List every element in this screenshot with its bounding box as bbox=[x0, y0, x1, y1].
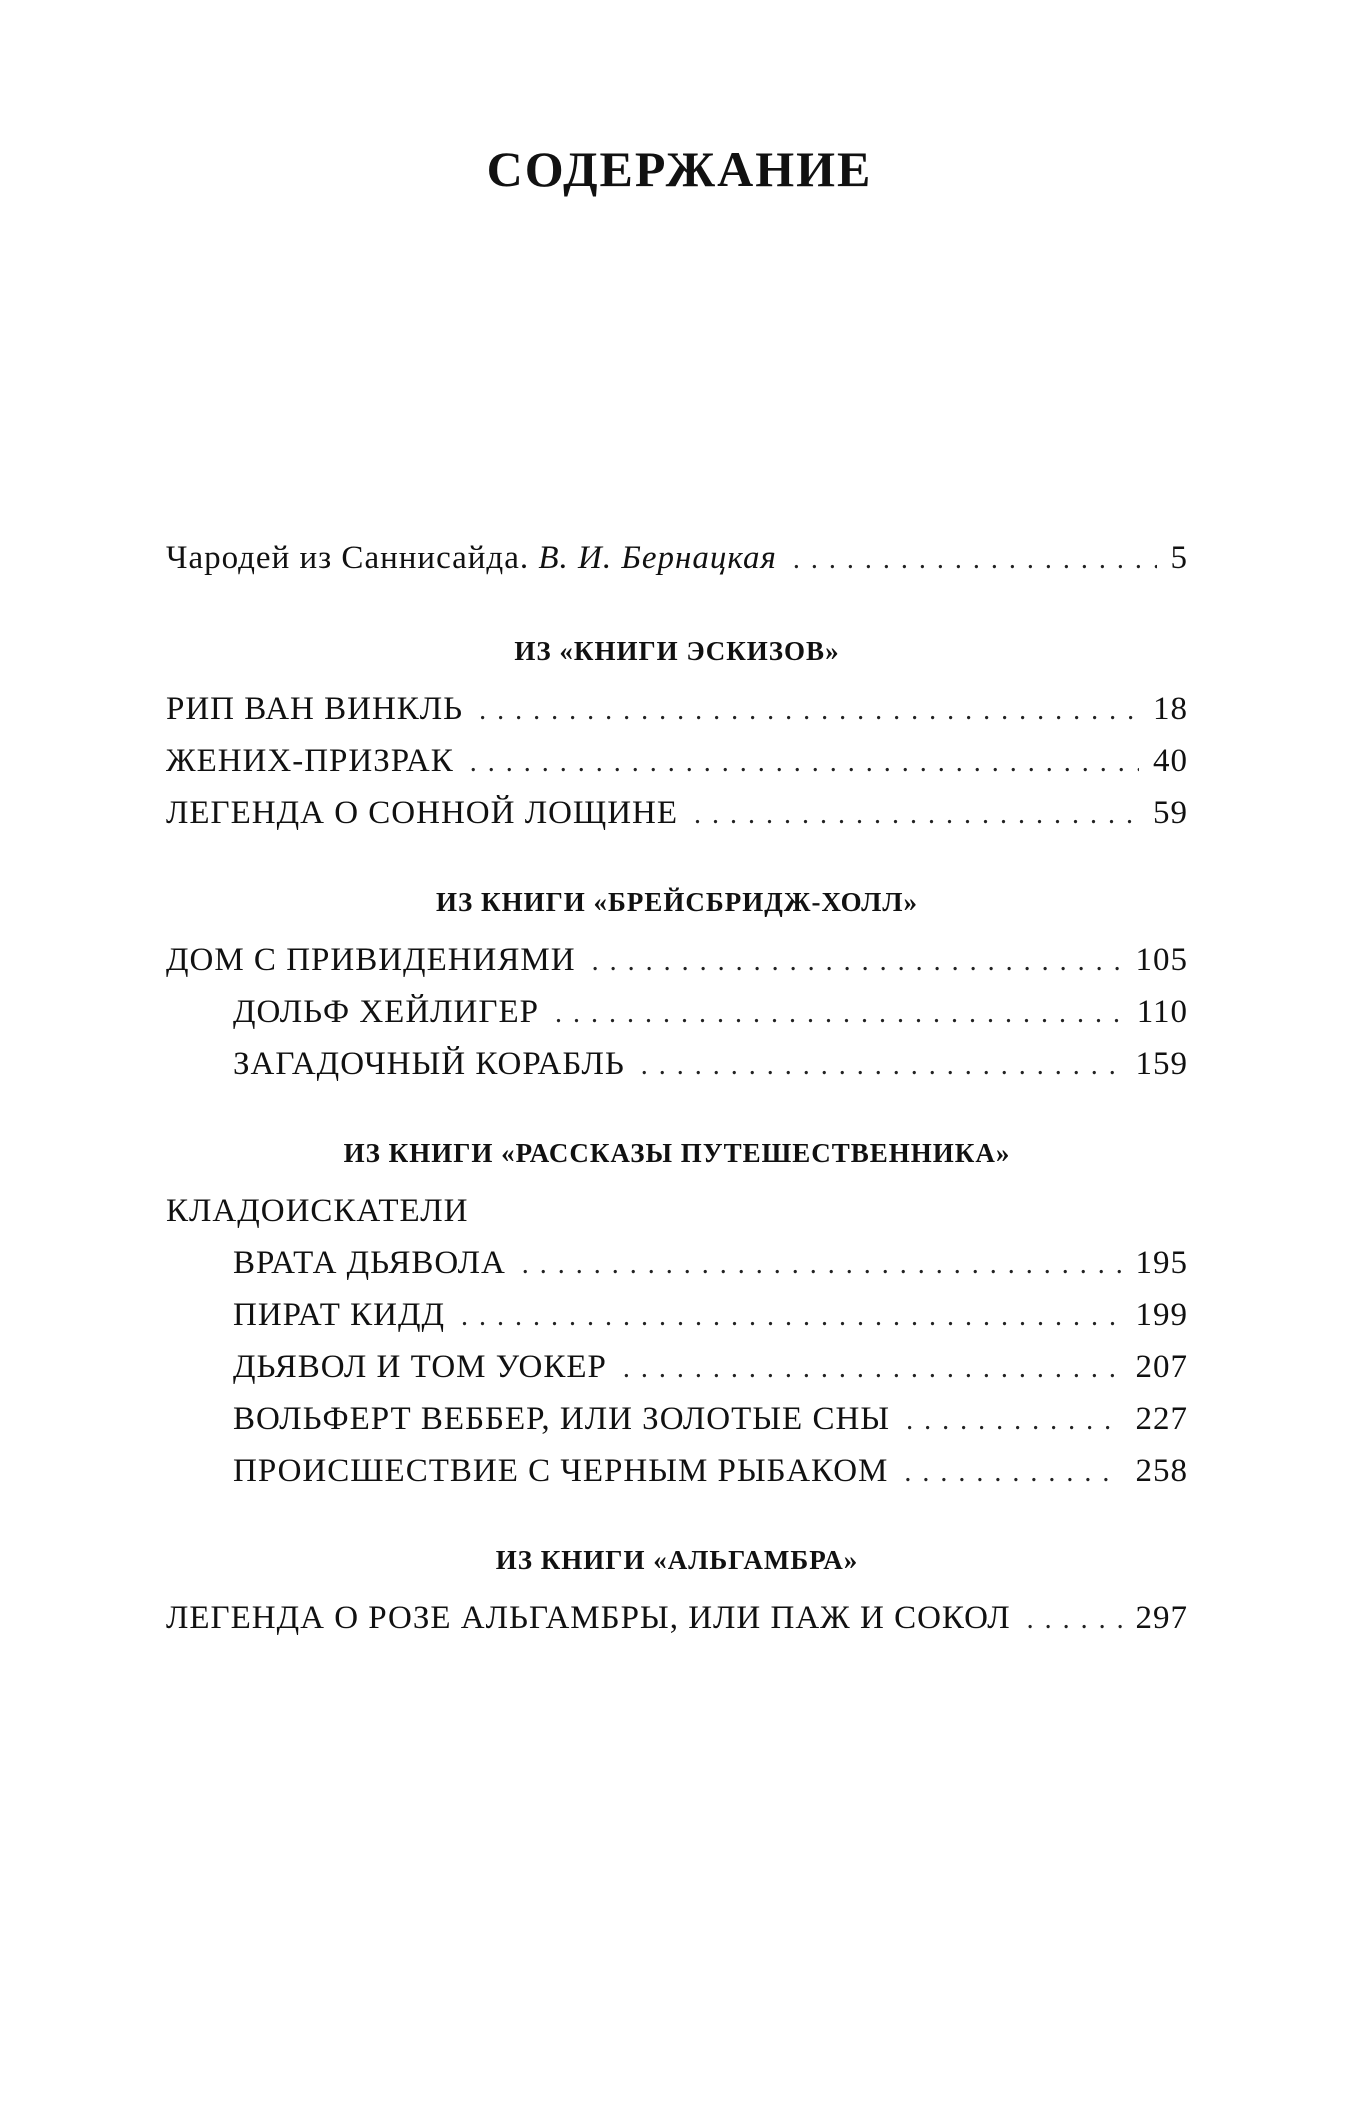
dot-leader bbox=[470, 747, 1139, 779]
dot-leader bbox=[522, 1249, 1122, 1281]
toc-entry-title: ЖЕНИХ-ПРИЗРАК bbox=[166, 743, 454, 779]
toc-entry-title: ДОМ С ПРИВИДЕНИЯМИ bbox=[166, 942, 576, 978]
page-number: 195 bbox=[1135, 1245, 1188, 1281]
toc-group-heading bbox=[166, 1193, 1188, 1245]
page-number: 5 bbox=[1170, 540, 1188, 576]
section-heading: ИЗ КНИГИ «БРЕЙСБРИДЖ-ХОЛЛ» bbox=[436, 887, 918, 917]
page-number: 297 bbox=[1135, 1600, 1188, 1636]
toc-entry-title: ЛЕГЕНДА О РОЗЕ АЛЬГАМБРЫ, ИЛИ ПАЖ И СОКОЛ bbox=[166, 1600, 1011, 1636]
page-number: 159 bbox=[1135, 1046, 1188, 1082]
dot-leader bbox=[1027, 1604, 1122, 1636]
dot-leader bbox=[479, 695, 1139, 727]
toc-entry-title: ПИРАТ КИДД bbox=[233, 1297, 445, 1333]
toc-entry[interactable] bbox=[166, 743, 1188, 795]
toc-entry[interactable] bbox=[166, 1046, 1188, 1098]
page-number: 199 bbox=[1135, 1297, 1188, 1333]
dot-leader bbox=[904, 1457, 1121, 1489]
page-number: 40 bbox=[1153, 743, 1188, 779]
dot-leader bbox=[592, 946, 1122, 978]
section-heading: ИЗ КНИГИ «АЛЬГАМБРА» bbox=[495, 1545, 859, 1575]
page-title: СОДЕРЖАНИЕ bbox=[486, 141, 873, 197]
toc-entry-title: ПРОИСШЕСТВИЕ С ЧЕРНЫМ РЫБАКОМ bbox=[233, 1453, 889, 1489]
dot-leader bbox=[793, 544, 1157, 576]
page-number: 227 bbox=[1135, 1401, 1188, 1437]
toc-entry-title: ДЬЯВОЛ И ТОМ УОКЕР bbox=[233, 1349, 607, 1385]
toc-entry-title bbox=[166, 540, 777, 577]
table-of-contents bbox=[166, 540, 1188, 1652]
toc-entry-title: ВОЛЬФЕРТ ВЕББЕР, ИЛИ ЗОЛОТЫЕ СНЫ bbox=[233, 1401, 891, 1437]
toc-entry[interactable] bbox=[166, 1600, 1188, 1652]
toc-entry[interactable] bbox=[166, 1453, 1188, 1505]
toc-entry[interactable] bbox=[166, 1297, 1188, 1349]
section-heading: ИЗ КНИГИ «РАССКАЗЫ ПУТЕШЕСТВЕННИКА» bbox=[343, 1138, 1011, 1168]
dot-leader bbox=[694, 799, 1139, 831]
toc-entry-intro[interactable] bbox=[166, 540, 1188, 592]
page-number: 59 bbox=[1153, 795, 1188, 831]
toc-entry[interactable] bbox=[166, 1245, 1188, 1297]
dot-leader bbox=[623, 1353, 1122, 1385]
page-number: 105 bbox=[1135, 942, 1188, 978]
toc-entry-title: ВРАТА ДЬЯВОЛА bbox=[233, 1245, 506, 1281]
toc-entry-title: ЛЕГЕНДА О СОННОЙ ЛОЩИНЕ bbox=[166, 795, 679, 831]
dot-leader bbox=[641, 1050, 1122, 1082]
toc-entry-title: ДОЛЬФ ХЕЙЛИГЕР bbox=[233, 994, 539, 1030]
dot-leader bbox=[555, 998, 1123, 1030]
toc-entry[interactable] bbox=[166, 942, 1188, 994]
dot-leader bbox=[461, 1301, 1122, 1333]
page-number: 258 bbox=[1135, 1453, 1188, 1489]
toc-group-title: КЛАДОИСКАТЕЛИ bbox=[166, 1193, 469, 1229]
dot-leader bbox=[906, 1405, 1121, 1437]
toc-entry[interactable] bbox=[166, 795, 1188, 847]
toc-entry-title: РИП ВАН ВИНКЛЬ bbox=[166, 691, 464, 727]
toc-entry-title: ЗАГАДОЧНЫЙ КОРАБЛЬ bbox=[233, 1046, 625, 1082]
section-heading: ИЗ «КНИГИ ЭСКИЗОВ» bbox=[514, 636, 840, 666]
intro-author: В. И. Бернацкая bbox=[538, 540, 777, 576]
toc-entry[interactable] bbox=[166, 994, 1188, 1046]
toc-entry[interactable] bbox=[166, 1349, 1188, 1401]
page-number: 207 bbox=[1135, 1349, 1188, 1385]
toc-entry[interactable] bbox=[166, 1401, 1188, 1453]
page-number: 110 bbox=[1136, 994, 1188, 1030]
intro-title: Чародей из Саннисайда. bbox=[166, 540, 530, 576]
toc-entry[interactable] bbox=[166, 691, 1188, 743]
page-number: 18 bbox=[1153, 691, 1188, 727]
